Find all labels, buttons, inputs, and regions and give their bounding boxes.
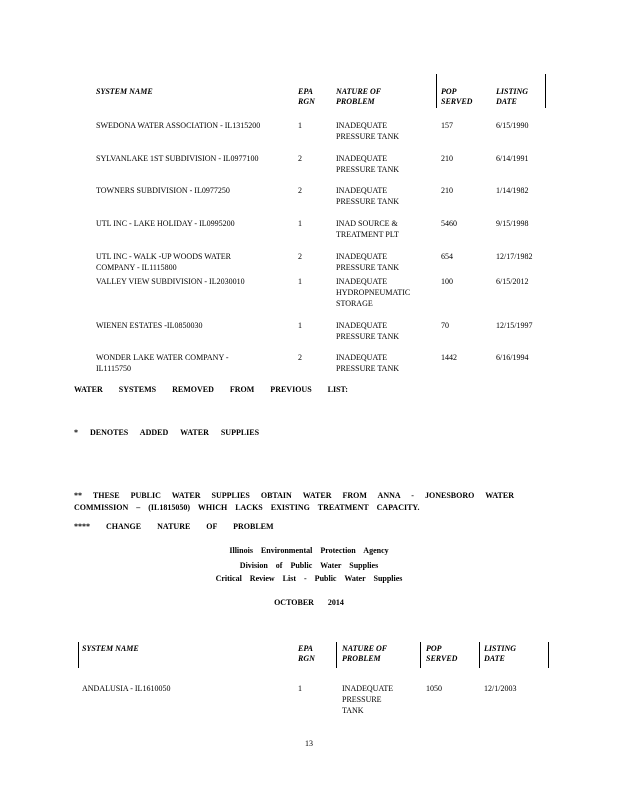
removed-systems-heading: WATER SYSTEMS REMOVED FROM PREVIOUS LIST: [74, 385, 348, 394]
row-pop-served: 100 [441, 277, 453, 286]
row-system-name: WONDER LAKE WATER COMPANY - IL1115750 [96, 353, 229, 373]
agency-name: Illinois Environmental Protection Agency [229, 546, 389, 555]
header-pop-served: POP SERVED [441, 87, 473, 106]
row-pop-served: 210 [441, 186, 453, 195]
row-system-name: SWEDONA WATER ASSOCIATION - IL1315200 [96, 121, 261, 130]
row-listing-date: 12/17/1982 [496, 252, 533, 261]
row-nature: INADEQUATE PRESSURE TANK [336, 186, 400, 206]
list-title: Critical Review List - Public Water Supplies [215, 574, 403, 583]
row-nature: INAD SOURCE & TREATMENT PLT [336, 219, 399, 239]
anna-jonesboro-note: ** THESE PUBLIC WATER SUPPLIES OBTAIN WATER FROM ANNA - JONESBORO WATER COMMISSION – (IL1815050) WHICH LACKS EXISTING TREATMENT CAPACITY. [74, 491, 514, 512]
row-listing-date: 12/1/2003 [484, 684, 517, 693]
row-epa-rgn: 2 [298, 154, 302, 163]
header-divider [336, 642, 337, 668]
header-divider [545, 74, 546, 108]
change-nature-note: **** CHANGE NATURE OF PROBLEM [74, 522, 274, 531]
header-listing-date: LISTING DATE [496, 87, 529, 106]
header-divider [78, 642, 79, 668]
row-listing-date: 6/16/1994 [496, 353, 529, 362]
row-system-name: ANDALUSIA - IL1610050 [82, 684, 171, 693]
row-pop-served: 210 [441, 154, 453, 163]
row-pop-served: 5460 [441, 219, 457, 228]
row-listing-date: 12/15/1997 [496, 321, 533, 330]
page-number: 13 [305, 739, 313, 748]
header-system-name: SYSTEM NAME [82, 644, 139, 653]
row-nature: INADEQUATE PRESSURE TANK [336, 321, 400, 341]
row-epa-rgn: 1 [298, 121, 302, 130]
header-pop-served: POP SERVED [426, 644, 458, 663]
row-nature: INADEQUATE PRESSURE TANK [342, 684, 394, 715]
row-pop-served: 157 [441, 121, 453, 130]
header-divider [420, 642, 421, 668]
row-nature: INADEQUATE HYDROPNEUMATIC STORAGE [336, 277, 411, 308]
row-system-name: UTL INC - WALK -UP WOODS WATER COMPANY - IL1115800 [96, 252, 231, 272]
row-nature: INADEQUATE PRESSURE TANK [336, 154, 400, 174]
row-epa-rgn: 2 [298, 252, 302, 261]
row-listing-date: 6/14/1991 [496, 154, 529, 163]
row-listing-date: 6/15/1990 [496, 121, 529, 130]
row-nature: INADEQUATE PRESSURE TANK [336, 252, 400, 272]
row-epa-rgn: 1 [298, 321, 302, 330]
denotes-added-note: * DENOTES ADDED WATER SUPPLIES [74, 428, 260, 437]
row-listing-date: 9/15/1998 [496, 219, 529, 228]
row-nature: INADEQUATE PRESSURE TANK [336, 353, 400, 373]
row-system-name: UTL INC - LAKE HOLIDAY - IL0995200 [96, 219, 235, 228]
row-epa-rgn: 2 [298, 353, 302, 362]
row-system-name: TOWNERS SUBDIVISION - IL0977250 [96, 186, 230, 195]
row-system-name: WIENEN ESTATES -IL0850030 [96, 321, 203, 330]
row-pop-served: 1442 [441, 353, 457, 362]
header-divider [548, 642, 549, 668]
header-divider [479, 642, 480, 668]
row-epa-rgn: 1 [298, 684, 302, 693]
row-system-name: SYLVANLAKE 1ST SUBDIVISION - IL0977100 [96, 154, 259, 163]
division-name: Division of Public Water Supplies [239, 561, 379, 570]
header-nature-of-problem: NATURE OF PROBLEM [336, 87, 382, 106]
row-epa-rgn: 1 [298, 219, 302, 228]
row-epa-rgn: 1 [298, 277, 302, 286]
header-epa-rgn: EPA RGN [298, 87, 315, 106]
header-system-name: SYSTEM NAME [96, 87, 153, 96]
row-pop-served: 654 [441, 252, 453, 261]
row-system-name: VALLEY VIEW SUBDIVISION - IL2030010 [96, 277, 245, 286]
header-epa-rgn: EPA RGN [298, 644, 315, 663]
row-nature: INADEQUATE PRESSURE TANK [336, 121, 400, 141]
header-divider [436, 74, 437, 108]
row-listing-date: 1/14/1982 [496, 186, 529, 195]
row-epa-rgn: 2 [298, 186, 302, 195]
row-pop-served: 1050 [426, 684, 442, 693]
row-pop-served: 70 [441, 321, 449, 330]
row-listing-date: 6/15/2012 [496, 277, 529, 286]
report-date: OCTOBER 2014 [274, 598, 344, 607]
header-nature-of-problem: NATURE OF PROBLEM [342, 644, 388, 663]
header-listing-date: LISTING DATE [484, 644, 517, 663]
